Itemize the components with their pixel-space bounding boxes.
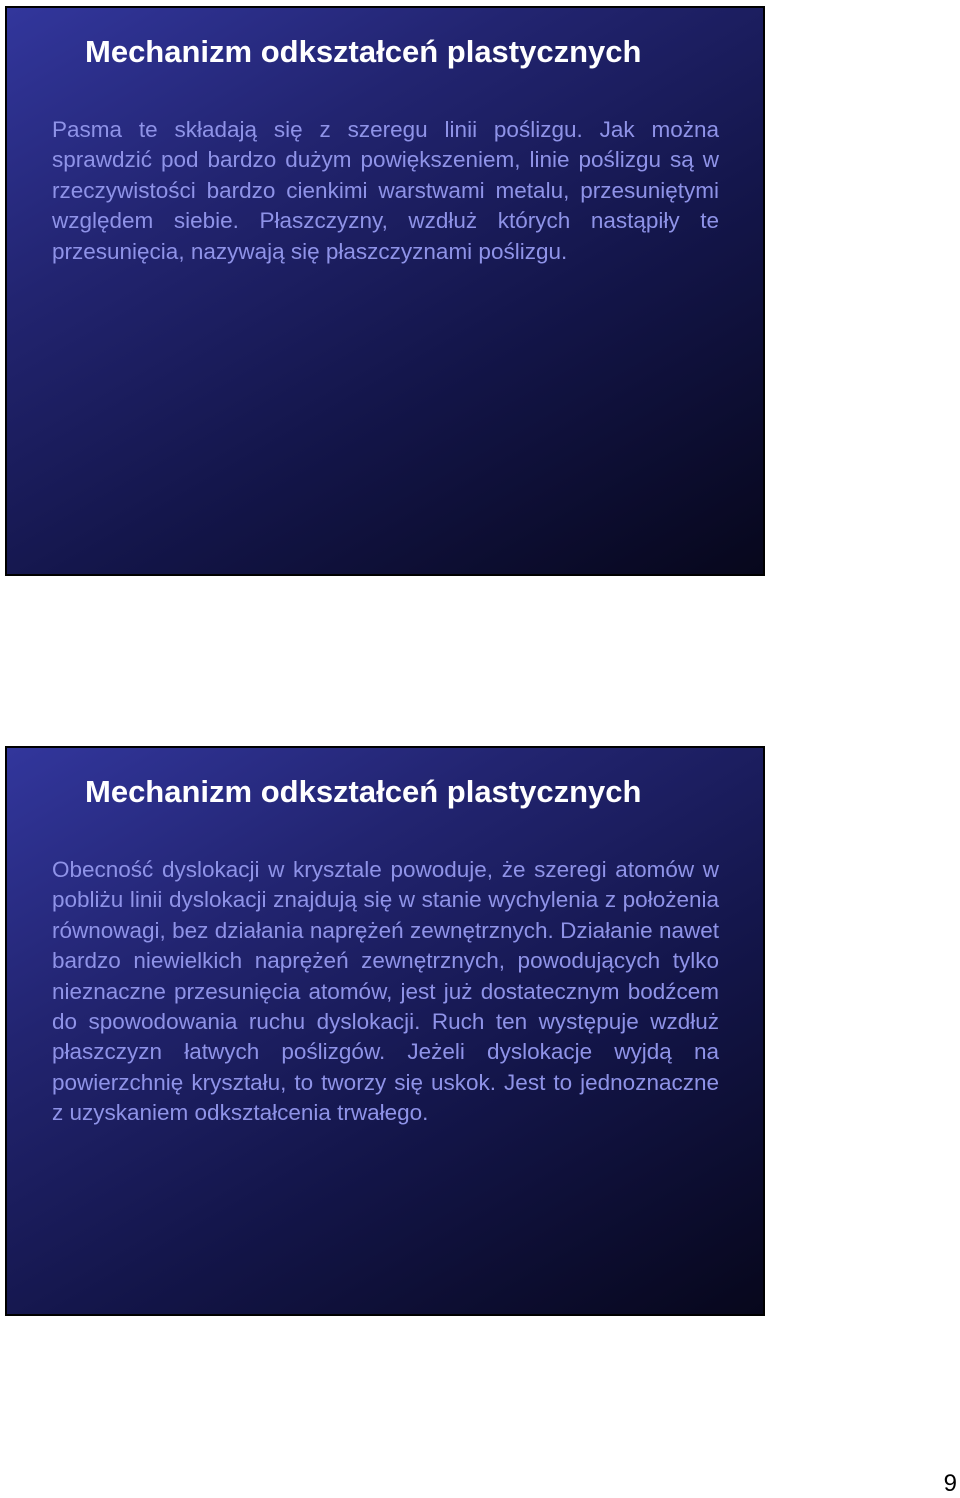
slide-1 [5,6,765,576]
slide-title: Mechanizm odkształceń plastycznych [85,774,642,809]
slide-title: Mechanizm odkształceń plastycznych [85,34,642,69]
page-number: 9 [943,1470,957,1497]
slide-body-text: Obecność dyslokacji w krysztale powoduje, że szeregi atomów w pobliżu linii dyslokacji znajdują się w stanie wychylenia z położenia równowagi, bez działania naprężeń zewnętrznych. Działanie nawet bardzo niewielkich naprężeń zewnętrznych, powodujących tylko nieznaczne przesunięcia atomów, jest już dostatecznym bodźcem do spowodowania ruchu dyslokacji. Ruch ten występuje wzdłuż płaszczyzn łatwych poślizgów. Jeżeli dyslokacje wyjdą na powierzchnię kryształu, to tworzy się uskok. Jest to jednoznaczne z uzyskaniem odkształcenia trwałego. [52,857,719,1126]
slide-body-text: Pasma te składają się z szeregu linii poślizgu. Jak można sprawdzić pod bardzo dużym powiększeniem, linie poślizgu są w rzeczywistości bardzo cienkimi warstwami metalu, przesuniętymi względem siebie. Płaszczyzny, wzdłuż których nastąpiły te przesunięcia, nazywają się płaszczyznami poślizgu. [52,117,719,264]
slide-2 [5,746,765,1316]
